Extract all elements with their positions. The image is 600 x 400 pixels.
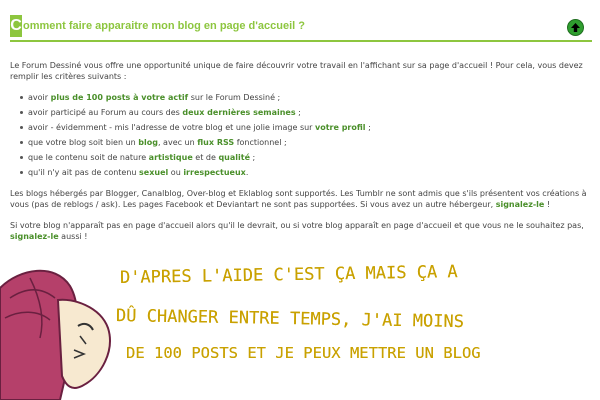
comment-line-3: DE 100 POSTS ET JE PEUX METTRE UN BLOG xyxy=(126,344,481,362)
platforms-paragraph: Les blogs hébergés par Blogger, Canalblog, Over-blog et Eklablog sont supportés. Les Tumblr ne sont admis que s'ils présentent vos créations à vous (pas de reblogs / ask). Les pages Facebook et Deviantart ne sont pas supportées. Si vous avez un autre hébergeur, signalez-le ! xyxy=(10,189,587,209)
help-content xyxy=(10,60,588,252)
back-to-top-button[interactable] xyxy=(567,19,584,36)
criteria-item: que votre blog soit bien un blog, avec un flux RSS fonctionnel ; xyxy=(20,137,588,148)
criteria-item: qu'il n'y ait pas de contenu sexuel ou irrespectueux. xyxy=(20,167,588,178)
intro-paragraph: Le Forum Dessiné vous offre une opportunité unique de faire découvrir votre travail en l'affichant sur sa page d'accueil ! Pour cela, vous devez remplir les critères suivants : xyxy=(10,61,583,81)
criteria-list xyxy=(10,92,588,178)
report-link[interactable]: signalez-le xyxy=(495,200,545,209)
comment-line-1: D'APRES L'AIDE C'EST ÇA MAIS ÇA A xyxy=(119,262,458,288)
report-link-2[interactable]: signalez-le xyxy=(10,232,59,241)
criteria-item: avoir - évidemment - mis l'adresse de votre blog et une jolie image sur votre profil ; xyxy=(20,122,588,133)
comment-line-2: DÛ CHANGER ENTRE TEMPS, J'AI MOINS xyxy=(115,306,465,333)
arrow-up-icon xyxy=(568,20,583,35)
criteria-item: avoir participé au Forum au cours des deux dernières semaines ; xyxy=(20,107,588,118)
criteria-item: avoir plus de 100 posts à votre actif sur le Forum Dessiné ; xyxy=(20,92,588,103)
missing-paragraph: Si votre blog n'apparaît pas en page d'accueil alors qu'il le devrait, ou si votre blog apparaît en page d'accueil et que vous ne le souhaitez pas, signalez-le aussi ! xyxy=(10,221,584,241)
header-badge: C xyxy=(10,15,22,37)
character-face xyxy=(58,300,110,388)
profile-link[interactable]: votre profil xyxy=(315,123,366,132)
page-title: omment faire apparaitre mon blog en page d'accueil ? xyxy=(23,20,305,32)
criteria-item: que le contenu soit de nature artistique et de qualité ; xyxy=(20,152,588,163)
section-header xyxy=(10,12,592,42)
doodle-character xyxy=(0,258,130,400)
